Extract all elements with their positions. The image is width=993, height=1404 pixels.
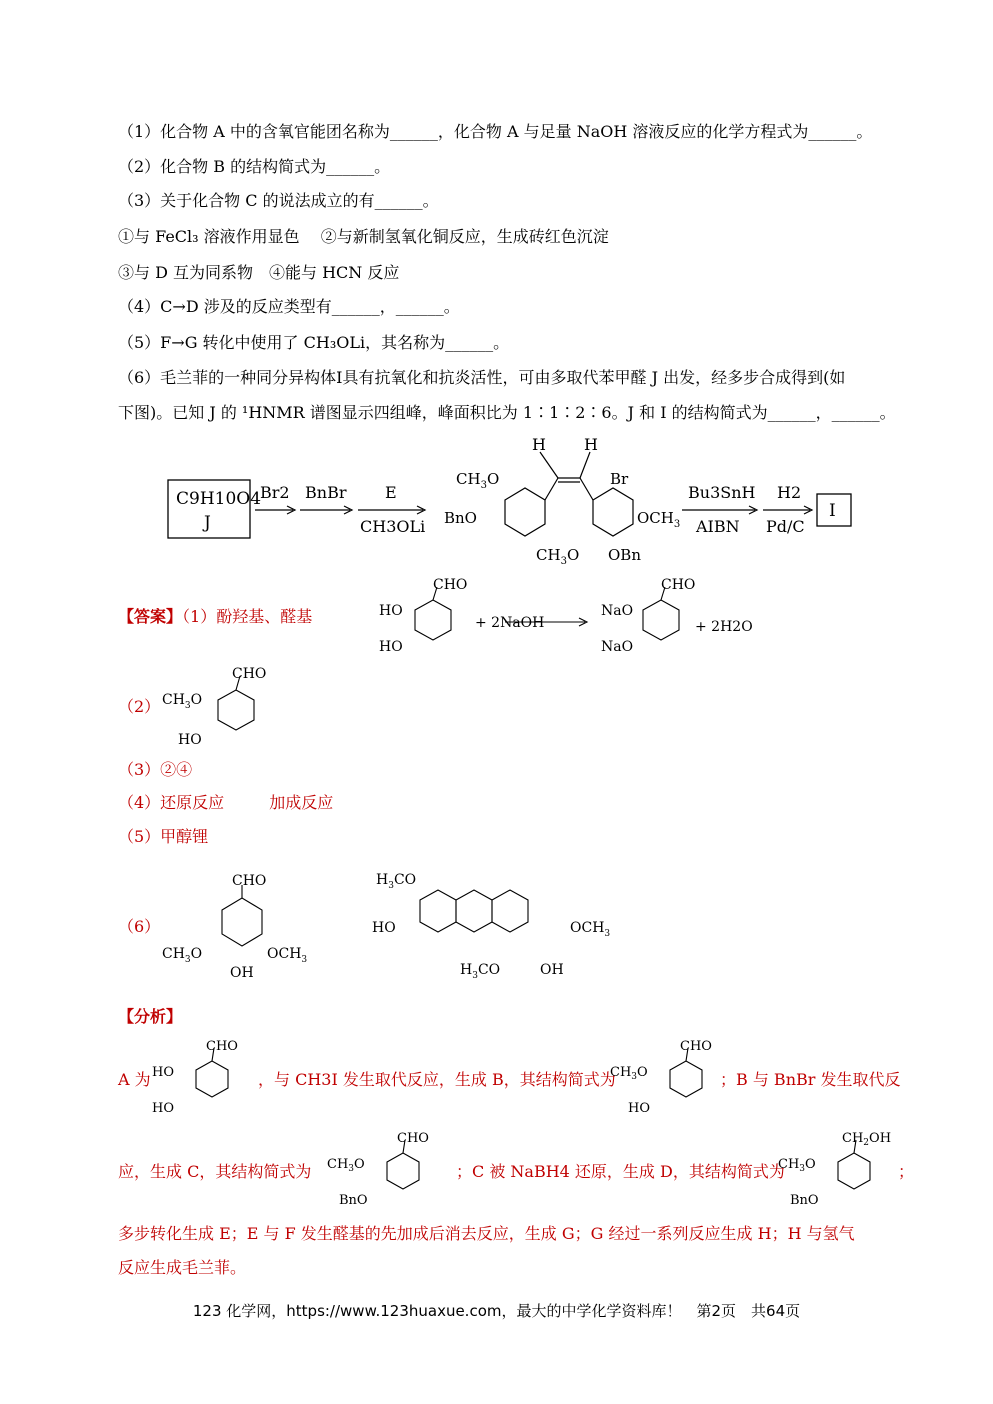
scheme-start-formula: C9H10O4: [176, 489, 262, 509]
scheme-reagent-5-top: H2: [777, 483, 802, 502]
analysis-p1-c: ；B 与 BnBr 发生取代反: [720, 1070, 901, 1089]
question-3-option-2: ③与 D 互为同系物 ④能与 HCN 反应: [118, 263, 400, 282]
analysis-p2-a: 应，生成 C，其结构简式为: [118, 1162, 312, 1181]
analysis-structure-d: [776, 1128, 906, 1212]
svg-text:HO: HO: [379, 603, 403, 619]
analysis-p3: 多步转化生成 E；E 与 F 发生醛基的先加成后消去反应，生成 G；G 经过一系列反应生成 H；H 与氢气: [118, 1224, 855, 1243]
scheme-reagent-2: BnBr: [305, 483, 347, 502]
stilbene-structure: [505, 452, 633, 536]
analysis-p2-b: ；C 被 NaBH4 还原，生成 D，其结构简式为: [456, 1162, 785, 1181]
svg-text:CH3O: $CH_3O$: [162, 692, 203, 711]
svg-text:H3CO: $H_3CO$: [376, 872, 417, 891]
answer-tag: 【答案】: [118, 607, 183, 626]
analysis-structure-a: [150, 1036, 250, 1120]
svg-text:OBn: OBn: [608, 546, 641, 564]
scheme-reagent-5-bottom: Pd/C: [766, 517, 805, 536]
svg-text:CH3O: $CH_3O$: [536, 546, 580, 567]
svg-text:HO: HO: [379, 639, 403, 655]
question-1: （1）化合物 A 中的含氧官能团名称为______，化合物 A 与足量 NaOH 溶液反应的化学方程式为______。: [118, 122, 873, 141]
svg-text:BnO: BnO: [339, 1193, 368, 1208]
svg-text:H: H: [532, 435, 546, 454]
analysis-structure-b: [608, 1036, 728, 1120]
analysis-p1-b: ，与 CH3I 发生取代反应，生成 B，其结构简式为: [258, 1070, 616, 1089]
question-2: （2）化合物 B 的结构简式为______。: [118, 157, 391, 176]
svg-text:NaO: NaO: [601, 603, 634, 619]
svg-text:H: H: [584, 435, 598, 454]
svg-text:CHO: CHO: [397, 1131, 429, 1146]
svg-text:BnO: BnO: [790, 1193, 819, 1208]
answer-6-structure-j: [160, 865, 330, 985]
svg-text:CH3O: $CH_3O$: [778, 1157, 816, 1174]
answer-1-equation: [375, 575, 765, 660]
scheme-reagent-3-top: E: [385, 483, 397, 502]
analysis-p1-a: A 为: [118, 1070, 151, 1089]
question-6-line-2: 下图)。已知 J 的 ¹HNMR 谱图显示四组峰，峰面积比为 1∶1∶2∶6。J 和 I 的结构简式为______，______。: [118, 403, 896, 422]
svg-text:CHO: CHO: [661, 577, 696, 593]
svg-text:HO: HO: [152, 1101, 174, 1116]
question-5: （5）F→G 转化中使用了 CH₃OLi，其名称为______。: [118, 333, 510, 352]
svg-text:OH: OH: [540, 962, 564, 978]
answer-5: （5）甲醇锂: [118, 827, 209, 846]
svg-text:CH3O: $CH_3O$: [327, 1157, 365, 1174]
svg-text:OCH3: $OCH_3$: [637, 509, 681, 530]
svg-text:Br: Br: [610, 470, 629, 488]
svg-text:CHO: CHO: [206, 1039, 238, 1054]
svg-text:OH: OH: [230, 965, 254, 981]
answer-6: （6）: [118, 917, 161, 936]
scheme-reagent-1: Br2: [260, 483, 290, 502]
analysis-tag: 【分析】: [118, 1007, 183, 1026]
svg-text:NaO: NaO: [601, 639, 634, 655]
answer-2-structure: [160, 662, 290, 752]
answer-2: （2）: [118, 697, 161, 716]
scheme-reagent-3-bottom: CH3OLi: [360, 517, 426, 536]
analysis-p2-c: ；: [898, 1162, 915, 1181]
svg-text:CHO: CHO: [232, 873, 267, 889]
answer-4-second: 加成反应: [269, 793, 334, 812]
svg-text:BnO: BnO: [444, 509, 477, 527]
analysis-p4: 反应生成毛兰菲。: [118, 1258, 247, 1277]
svg-text:HO: HO: [628, 1101, 650, 1116]
svg-text:CH3O: $CH_3O$: [162, 946, 203, 965]
answer-4-first: （4）还原反应: [118, 793, 225, 812]
question-3-option-1: ①与 FeCl₃ 溶液作用显色 ②与新制氢氧化铜反应，生成砖红色沉淀: [118, 227, 609, 246]
svg-text:CH2OH: $CH_2OH$: [842, 1131, 892, 1148]
svg-text:HO: HO: [178, 732, 202, 748]
synthesis-scheme: [160, 430, 880, 570]
answer-1: （1）酚羟基、醛基: [182, 607, 313, 626]
question-3: （3）关于化合物 C 的说法成立的有______。: [118, 191, 439, 210]
scheme-start-label: J: [204, 513, 211, 533]
scheme-reagent-4-bottom: AIBN: [696, 517, 740, 536]
svg-text:HO: HO: [372, 920, 396, 936]
svg-text:HO: HO: [152, 1065, 174, 1080]
answer-3: （3）②④: [118, 760, 193, 779]
svg-text:H3CO: $H_3CO$: [460, 962, 501, 981]
question-6-line-1: （6）毛兰菲的一种同分异构体I具有抗氧化和抗炎活性，可由多取代苯甲醛 J 出发，经多步合成得到(如: [118, 368, 846, 387]
answer-6-structure-i: [370, 862, 620, 987]
question-4: （4）C→D 涉及的反应类型有______，______。: [118, 297, 460, 316]
scheme-product-box: I: [829, 501, 836, 521]
answer-1-byproduct: + 2H2O: [695, 619, 753, 635]
svg-text:CHO: CHO: [433, 577, 468, 593]
page-footer: 123 化学网，https://www.123huaxue.com，最大的中学化学资料库！ 第2页 共64页: [192, 1302, 801, 1320]
svg-text:OCH3: $OCH_3$: [267, 946, 308, 965]
answer-1-reagent: + 2NaOH: [475, 615, 545, 631]
scheme-reagent-4-top: Bu3SnH: [688, 483, 756, 502]
analysis-structure-c: [325, 1128, 455, 1212]
svg-text:CH3O: $CH_3O$: [610, 1065, 648, 1082]
svg-text:CH3O: $CH_3O$: [456, 470, 500, 491]
svg-text:CHO: CHO: [680, 1039, 712, 1054]
svg-text:OCH3: $OCH_3$: [570, 920, 611, 939]
svg-text:CHO: CHO: [232, 666, 267, 682]
